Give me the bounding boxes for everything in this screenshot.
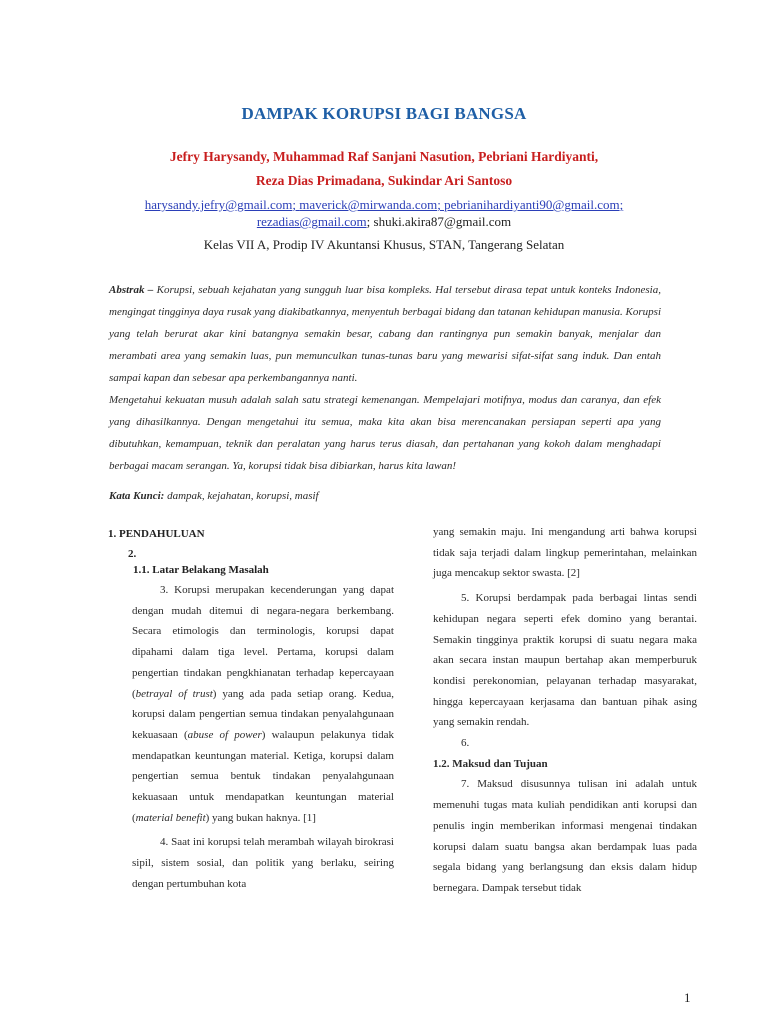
email-separator: ; [292,197,300,212]
right-column [433,522,697,899]
email-separator: ; [366,214,374,229]
subsection-heading-maksud-tujuan: 1.2. Maksud dan Tujuan [433,757,548,770]
section-heading-pendahuluan: 1. PENDAHULUAN [108,528,205,540]
subsection-heading-latar-belakang: 1.1. Latar Belakang Masalah [133,564,269,576]
abstract [109,279,661,477]
abstract-paragraph-1 [109,279,661,389]
keywords-label: Kata Kunci: [109,490,165,502]
abstract-paragraph-2: Mengetahui kekuatan musuh adalah salah satu strategi kemenangan. Mempelajari motifnya, modus dan caranya, dan efek yang dihasilkannya. Dengan mengetahui itu semua, maka kita akan bisa merencanakan persiapan seperti apa yang dibutuhkan, kemampuan, teknik dan peralatan yang harus terus diasah, dan pertahanan yang kokoh dalam menghadapi berbagai macam serangan. Ya, korupsi tidak bisa dibiarkan, harus kita lawan! [109,394,661,472]
email-link-maverick[interactable]: maverick@mirwanda.com [299,197,438,212]
paragraph-4-continued: yang semakin maju. Ini mengandung arti bahwa korupsi tidak saja terjadi dalam lingkup pemerintahan, melainkan juga mencakup sektor swasta. [2] [433,526,697,580]
email-separator: ; [437,197,445,212]
email-link-harysandy[interactable]: harysandy.jefry@gmail.com [144,197,293,212]
emails-line-2 [0,214,768,229]
email-link-rezadias[interactable]: rezadias@gmail.com [256,214,367,229]
italic-term-betrayal: betrayal of trust [135,687,213,700]
paragraph-7: 7. Maksud disusunnya tulisan ini adalah untuk memenuhi tugas mata kuliah pendidikan anti korupsi dan penulis ingin memberikan informasi mengenai tindakan korupsi dalam suatu bangsa akan berdampak luas pada segala bidang yang berlangsung dan eksis dalam hidup bernegara. Dampak tersebut tidak [433,778,697,894]
paper-title: DAMPAK KORUPSI BAGI BANGSA [241,104,527,123]
left-column [132,580,394,895]
paragraph-5: 5. Korupsi berdampak pada berbagai lintas sendi kehidupan negara seperti efek domino yang berantai. Semakin tingginya praktik korupsi di suatu negara maka akan secara instan maupun bertahap akan memperburuk kondisi perekonomian, pelayanan terhadap masyarakat, hingga kepercayaan kerjasama dan bantuan pihak asing yang semakin rendah. [433,592,697,729]
emails-line-1 [0,197,768,212]
list-number-2: 2. [128,548,137,560]
italic-term-benefit: material benefit [135,811,206,824]
email-link-pebriani[interactable]: pebrianihardiyanti90@gmail.com [444,197,620,212]
paragraph-3-text-c: ) walaupun pelakunya tidak mendapatkan keuntungan material. Ketiga, korupsi dalam pengertian semua bentuk tindakan penyalahgunaan kekuasaan untuk mendapatkan keuntungan material ( [132,728,394,824]
keywords-text: dampak, kejahatan, korupsi, masif [164,490,319,502]
keywords [109,490,661,502]
email-text-shuki: shuki.akira87@gmail.com [373,214,512,229]
page-number: 1 [684,990,691,1005]
paragraph-3-text-b: ) yang ada pada setiap orang. Kedua, korupsi dalam pengertian semua tindakan penyalahgunaan kekuasaan ( [132,687,394,741]
abstract-text-1: Korupsi, sebuah kejahatan yang sungguh luar bisa kompleks. Hal tersebut dirasa tepat untuk konteks Indonesia, mengingat tingginya daya rusak yang diakibatkannya, menyentuh berbagai bidang dan tatanan kehidupan manusia. Korupsi yang telah berurat akar kini batangnya semakin besar, cabang dan rantingnya pun semakin banyak, menjalar dan merambati area yang semakin luas, pun memunculkan tunas-tunas baru yang mewarisi sifat-sifat sang induk. Dan entah sampai kapan dan sebesar apa perkembangannya nanti. [109,284,661,384]
paragraph-3-text-a: 3. Korupsi merupakan kecenderungan yang dapat dengan mudah ditemui di negara-negara berkembang. Secara etimologis dan terminologis, korupsi dapat dipahami dalam tiga level. Pertama, korupsi dalam pengertian tindakan pengkhianatan terhadap kepercayaan ( [132,584,394,700]
italic-term-abuse: abuse of power [187,728,262,741]
affiliation: Kelas VII A, Prodip IV Akuntansi Khusus, STAN, Tangerang Selatan [203,237,565,252]
authors-line-1: Jefry Harysandy, Muhammad Raf Sanjani Nasution, Pebriani Hardiyanti, [169,149,599,164]
list-number-6: 6. [461,737,470,750]
paragraph-4: 4. Saat ini korupsi telah merambah wilayah birokrasi sipil, sistem sosial, dan politik yang berlaku, seiring dengan pertumbuhan kota [132,836,394,890]
abstract-label: Abstrak – [109,284,154,296]
paragraph-3-text-d: ) yang bukan haknya. [1] [205,811,316,824]
authors-line-2: Reza Dias Primadana, Sukindar Ari Santoso [255,173,513,188]
email-separator: ; [619,197,624,212]
paragraph-3 [132,580,394,828]
